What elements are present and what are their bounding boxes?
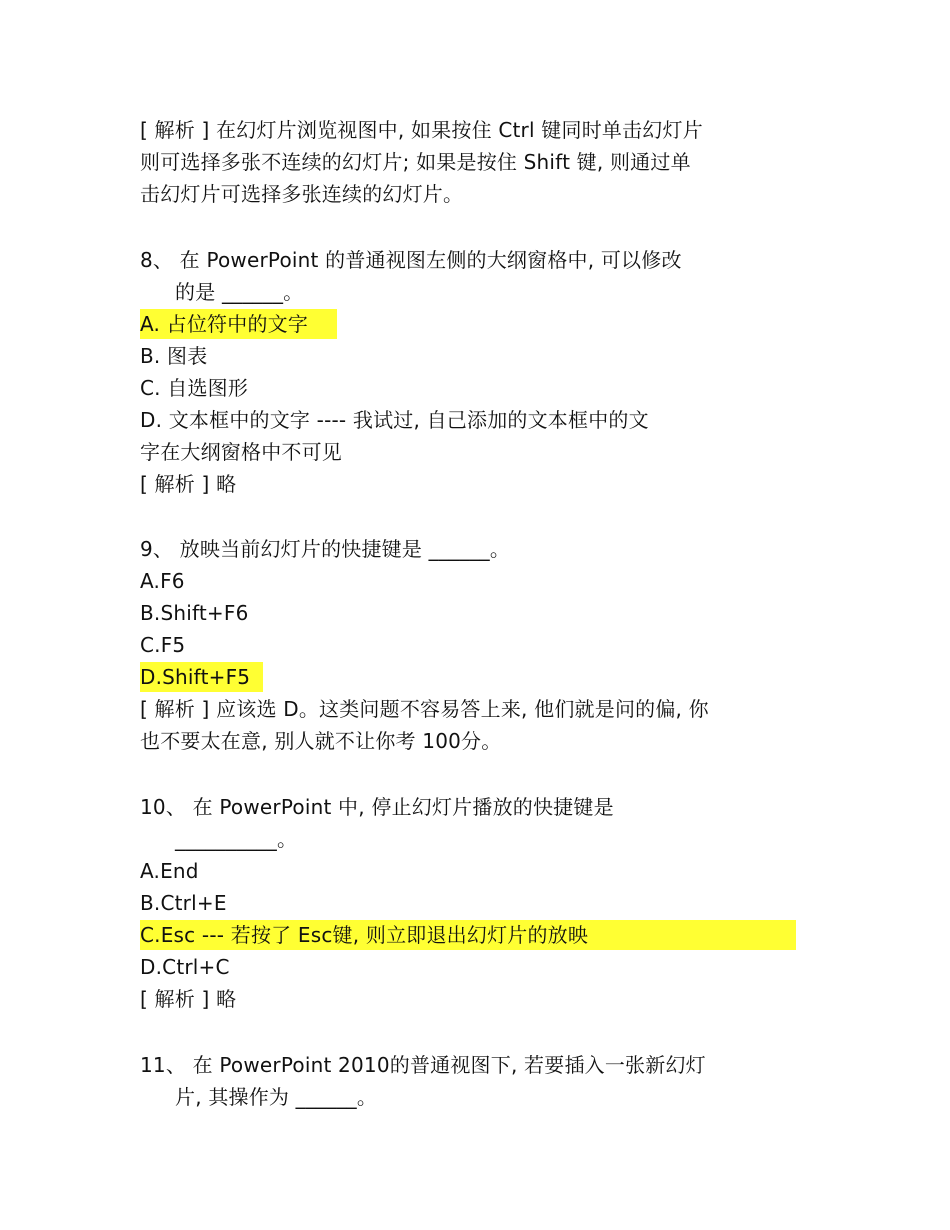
question-9-option-b: B.Shift+F6: [140, 601, 249, 625]
analysis-7-line-3: 击幻灯片可选择多张连续的幻灯片。: [140, 182, 464, 206]
question-9-option-a: A.F6: [140, 569, 185, 593]
question-10-option-a: A.End: [140, 859, 199, 883]
question-10-option-c-highlighted: C.Esc --- 若按了 Esc键, 则立即退出幻灯片的放映: [140, 920, 796, 950]
question-8-line-1: 8、 在 PowerPoint 的普通视图左侧的大纲窗格中, 可以修改: [140, 248, 682, 272]
analysis-7-line-1: [ 解析 ] 在幻灯片浏览视图中, 如果按住 Ctrl 键同时单击幻灯片: [140, 118, 703, 142]
question-8-option-c: C. 自选图形: [140, 376, 249, 400]
question-8-option-a-highlighted: A. 占位符中的文字: [140, 309, 337, 339]
question-8-line-2: 的是 ______。: [175, 280, 304, 304]
question-8-option-d: D. 文本框中的文字 ---- 我试过, 自己添加的文本框中的文: [140, 408, 649, 432]
question-9-option-c: C.F5: [140, 633, 186, 657]
question-11-line-2: 片, 其操作为 ______。: [175, 1085, 378, 1109]
question-9: 9、 放映当前幻灯片的快捷键是 ______。: [140, 537, 511, 561]
analysis-7-line-2: 则可选择多张不连续的幻灯片; 如果是按住 Shift 键, 则通过单: [140, 150, 691, 174]
question-11-line-1: 11、 在 PowerPoint 2010的普通视图下, 若要插入一张新幻灯: [140, 1053, 706, 1077]
question-10-line-2: __________。: [175, 827, 298, 851]
question-10-option-b: B.Ctrl+E: [140, 891, 227, 915]
analysis-9-line-1: [ 解析 ] 应该选 D。这类问题不容易答上来, 他们就是问的偏, 你: [140, 697, 709, 721]
analysis-10: [ 解析 ] 略: [140, 987, 237, 1011]
question-10-option-d: D.Ctrl+C: [140, 955, 230, 979]
question-8-option-b: B. 图表: [140, 344, 208, 368]
analysis-8: [ 解析 ] 略: [140, 472, 237, 496]
analysis-9-line-2: 也不要太在意, 别人就不让你考 100分。: [140, 729, 502, 753]
question-8-option-d-continued: 字在大纲窗格中不可见: [140, 440, 342, 464]
question-10-line-1: 10、 在 PowerPoint 中, 停止幻灯片播放的快捷键是: [140, 795, 614, 819]
question-9-option-d-highlighted: D.Shift+F5: [140, 662, 263, 692]
